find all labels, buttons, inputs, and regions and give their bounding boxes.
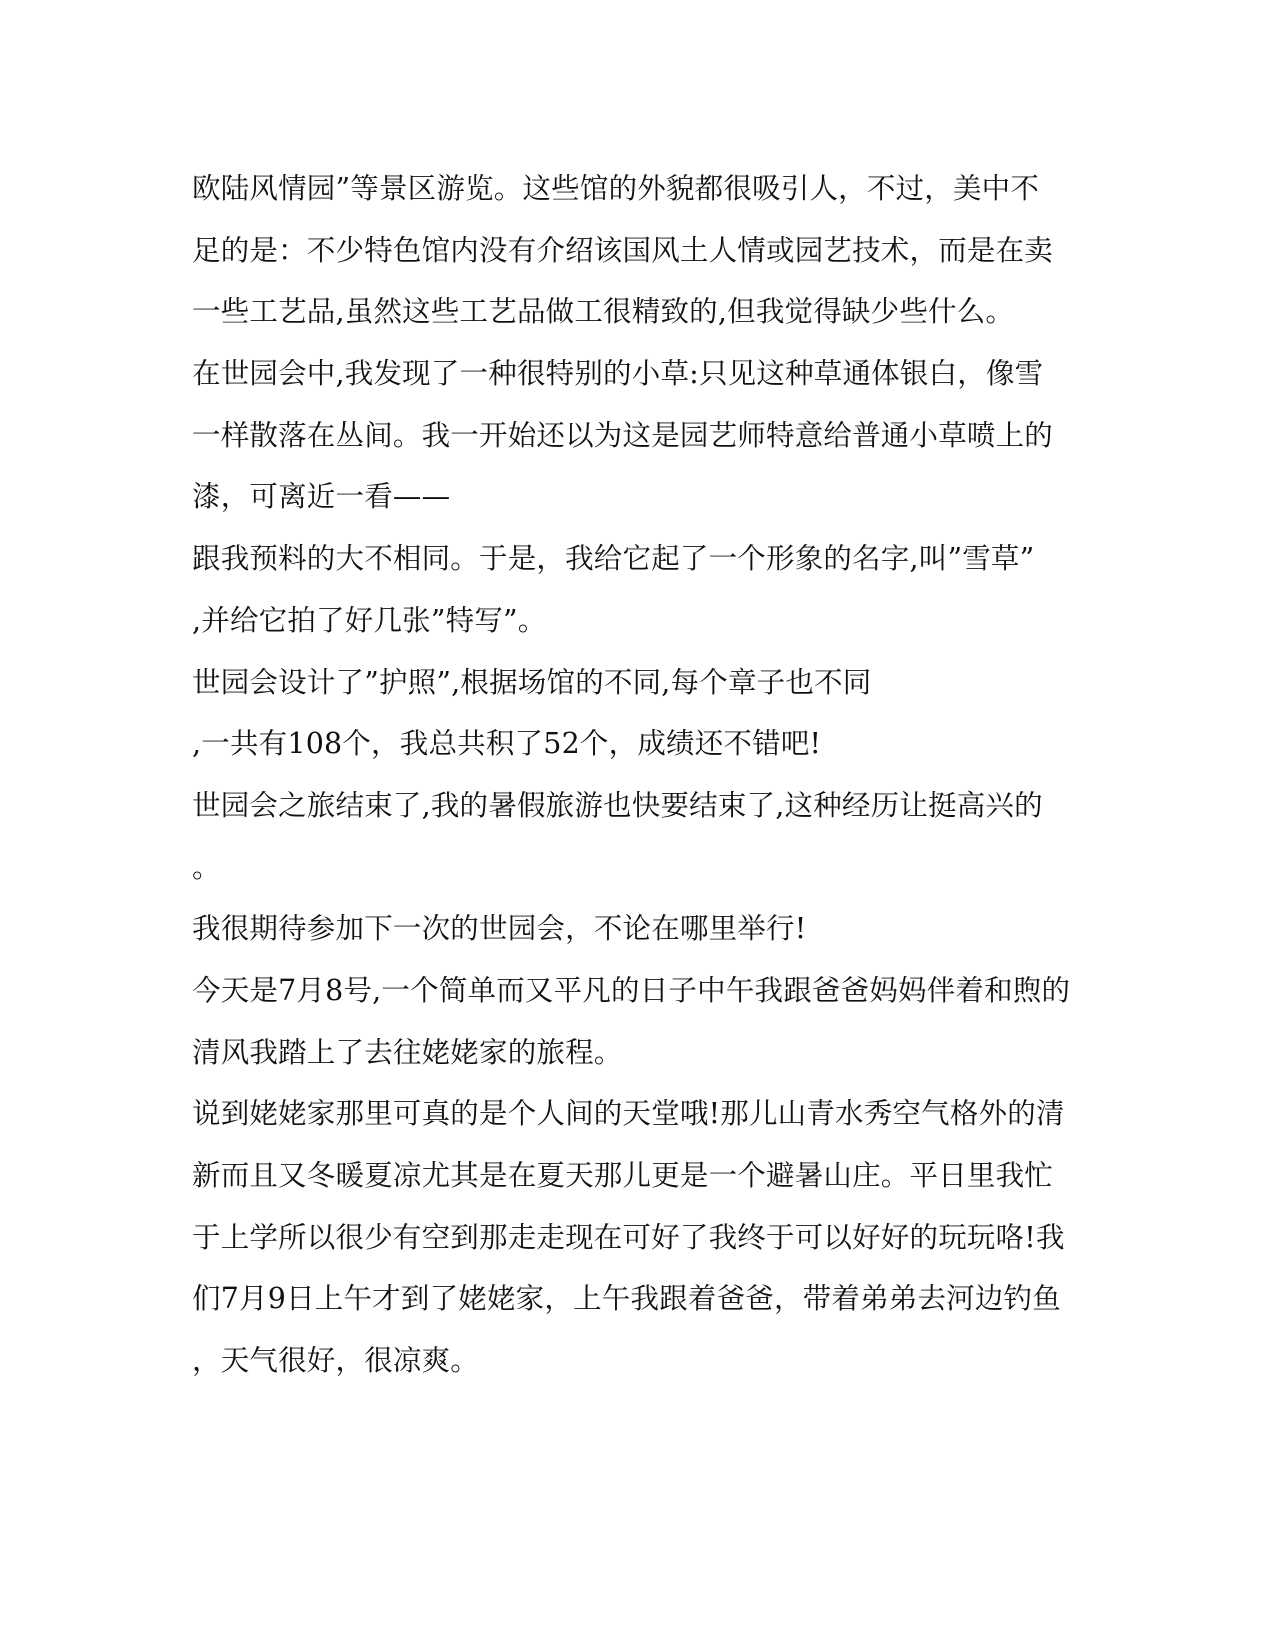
body-text xyxy=(192,158,1092,1392)
text-line: 说到姥姥家那里可真的是个人间的天堂哦!那儿山青水秀空气格外的清 xyxy=(192,1097,1065,1131)
text-line: 新而且又冬暖夏凉尤其是在夏天那儿更是一个避暑山庄。平日里我忙 xyxy=(192,1159,1054,1192)
text-line: 。 xyxy=(192,850,221,884)
text-line: 足的是：不少特色馆内没有介绍该国风土人情或园艺技术，而是在卖 xyxy=(192,233,1054,267)
text-line: 今天是7月8号,一个简单而又平凡的日子中午我跟爸爸妈妈伴着和煦的 xyxy=(192,973,1071,1007)
text-line: 清风我踏上了去往姥姥家的旅程。 xyxy=(192,1035,623,1069)
text-line: 于上学所以很少有空到那走走现在可好了我终于可以好好的玩玩咯!我 xyxy=(192,1220,1065,1254)
text-line: 跟我预料的大不相同。于是，我给它起了一个形象的名字,叫”雪草” xyxy=(192,542,1035,576)
text-line: 世园会之旅结束了,我的暑假旅游也快要结束了,这种经历让挺高兴的 xyxy=(192,788,1043,822)
text-line: 一样散落在丛间。我一开始还以为这是园艺师特意给普通小草喷上的 xyxy=(192,418,1054,452)
text-line: ，天气很好，很凉爽。 xyxy=(192,1344,480,1378)
text-line: 漆，可离近一看—— xyxy=(192,480,451,514)
text-line: 一些工艺品,虽然这些工艺品做工很精致的,但我觉得缺少些什么。 xyxy=(192,295,1015,329)
text-line: 欧陆风情园”等景区游览。这些馆的外貌都很吸引人，不过，美中不 xyxy=(192,172,1040,205)
text-line: 我很期待参加下一次的世园会，不论在哪里举行! xyxy=(192,912,807,946)
text-line: ,一共有108个，我总共积了52个，成绩还不错吧! xyxy=(192,727,822,761)
text-line: 在世园会中,我发现了一种很特别的小草:只见这种草通体银白，像雪 xyxy=(192,357,1044,391)
text-line: 们7月9日上午才到了姥姥家，上午我跟着爸爸，带着弟弟去河边钓鱼 xyxy=(192,1282,1061,1316)
text-line: ,并给它拍了好几张”特写”。 xyxy=(192,603,547,637)
text-line: 世园会设计了”护照”,根据场馆的不同,每个章子也不同 xyxy=(192,665,872,699)
